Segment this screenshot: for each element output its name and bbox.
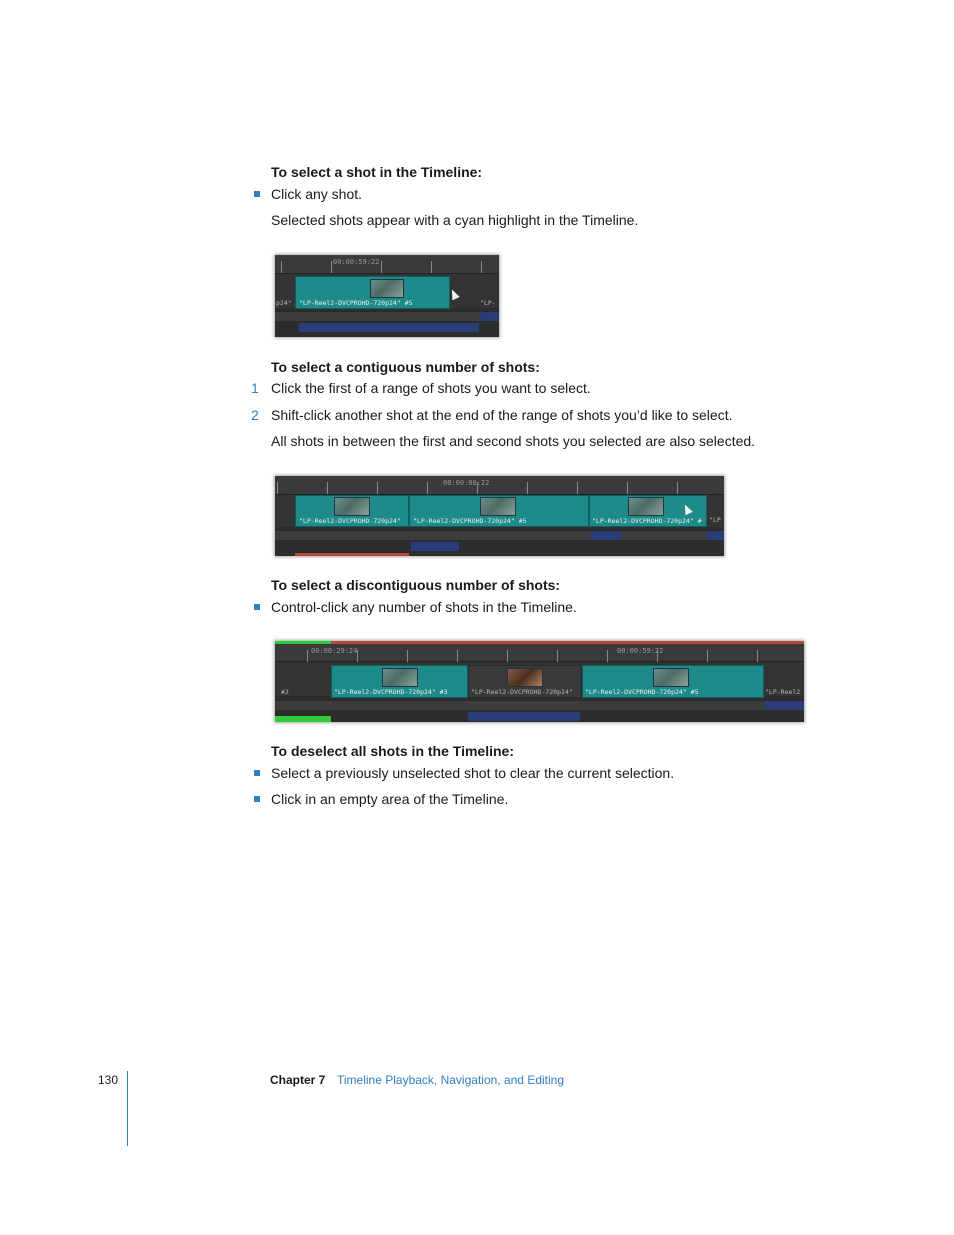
selected-shot[interactable] bbox=[582, 665, 764, 698]
bullet-text: Select a previously unselected shot to clear the current selection. bbox=[271, 765, 675, 781]
shot-label: "LP-Reel2-DVCPROHD-720p24" bbox=[299, 517, 401, 525]
bullet-text: Click any shot. bbox=[271, 186, 363, 202]
shot-label: "LP-Reel2-DVCPROHD-720p24" #5 bbox=[585, 688, 699, 696]
audio-track bbox=[275, 311, 499, 321]
clip-label: p24" bbox=[276, 299, 292, 307]
audio-track bbox=[591, 530, 621, 540]
audio-track bbox=[468, 711, 580, 721]
bullet-icon bbox=[254, 796, 260, 802]
audio-track bbox=[481, 311, 499, 321]
clip-label: "LP-Reel2 bbox=[765, 688, 801, 696]
audio-track bbox=[707, 530, 724, 540]
shot-label: "LP-Reel2-DVCPROHD-720p24" bbox=[471, 688, 573, 696]
step-text: Shift-click another shot at the end of the range of shots you’d like to select. bbox=[271, 407, 733, 423]
timeline-figure-single-selection bbox=[275, 255, 499, 337]
note-text: All shots in between the first and second shots you selected are also selected. bbox=[271, 433, 756, 449]
shot-thumbnail bbox=[628, 497, 664, 516]
selected-shot[interactable] bbox=[295, 276, 450, 309]
clip-label: #2 bbox=[281, 688, 289, 696]
shot-thumbnail bbox=[507, 668, 543, 687]
clip-label: "LP- bbox=[480, 299, 496, 307]
audio-track bbox=[275, 530, 724, 540]
section-heading: To select a shot in the Timeline: bbox=[271, 164, 483, 180]
shot-label: "LP-Reel2-DVCPROHD-720p24" # bbox=[592, 517, 702, 525]
selected-shot[interactable] bbox=[331, 665, 468, 698]
audio-track bbox=[295, 552, 409, 556]
audio-track bbox=[275, 715, 331, 722]
footer-rule bbox=[127, 1071, 128, 1146]
audio-track bbox=[275, 700, 804, 710]
bullet-icon bbox=[254, 770, 260, 776]
audio-track bbox=[299, 322, 479, 332]
shot-label: "LP-Reel2-DVCPROHD-720p24" #3 bbox=[334, 688, 448, 696]
timeline-ruler bbox=[275, 255, 499, 274]
bullet-icon bbox=[254, 191, 260, 197]
audio-track bbox=[411, 541, 459, 551]
shot-thumbnail bbox=[382, 668, 418, 687]
clip-label: "LP bbox=[709, 516, 721, 524]
step-number: 1 bbox=[251, 380, 259, 396]
timeline-figure-discontiguous-selection bbox=[275, 641, 804, 722]
shot-label: "LP-Reel2-DVCPROHD-720p24" #5 bbox=[413, 517, 527, 525]
timecode-label: 00:00:59:22 bbox=[617, 647, 664, 655]
timeline-ruler bbox=[275, 644, 804, 662]
bullet-icon bbox=[254, 604, 260, 610]
step-number: 2 bbox=[251, 407, 259, 423]
timecode-label: 00:00:29:24 bbox=[311, 647, 358, 655]
bullet-text: Control-click any number of shots in the Timeline. bbox=[271, 599, 577, 615]
audio-track bbox=[765, 700, 804, 710]
shot-label: "LP-Reel2-DVCPROHD-720p24" #5 bbox=[299, 299, 413, 307]
step-text: Click the first of a range of shots you want to select. bbox=[271, 380, 591, 396]
section-heading: To select a contiguous number of shots: bbox=[271, 359, 540, 375]
unselected-shot[interactable] bbox=[468, 665, 582, 698]
timecode-label: 00:00:00:22 bbox=[443, 479, 490, 487]
selected-shot[interactable] bbox=[409, 495, 589, 527]
chapter-title: Timeline Playback, Navigation, and Editing bbox=[337, 1073, 565, 1087]
note-text: Selected shots appear with a cyan highlight in the Timeline. bbox=[271, 212, 639, 228]
bullet-text: Click in an empty area of the Timeline. bbox=[271, 791, 509, 807]
shot-thumbnail bbox=[334, 497, 370, 516]
shot-thumbnail bbox=[653, 668, 689, 687]
chapter-label: Chapter 7 bbox=[270, 1073, 326, 1087]
section-heading: To select a discontiguous number of shots: bbox=[271, 577, 561, 593]
timecode-label: 00:00:59:22 bbox=[333, 258, 380, 266]
selected-shot[interactable] bbox=[295, 495, 409, 527]
page-number: 130 bbox=[98, 1073, 119, 1087]
section-heading: To deselect all shots in the Timeline: bbox=[271, 743, 514, 759]
shot-thumbnail bbox=[370, 279, 404, 298]
shot-thumbnail bbox=[480, 497, 516, 516]
timeline-figure-contiguous-selection bbox=[275, 476, 724, 556]
timeline-ruler bbox=[275, 476, 724, 495]
